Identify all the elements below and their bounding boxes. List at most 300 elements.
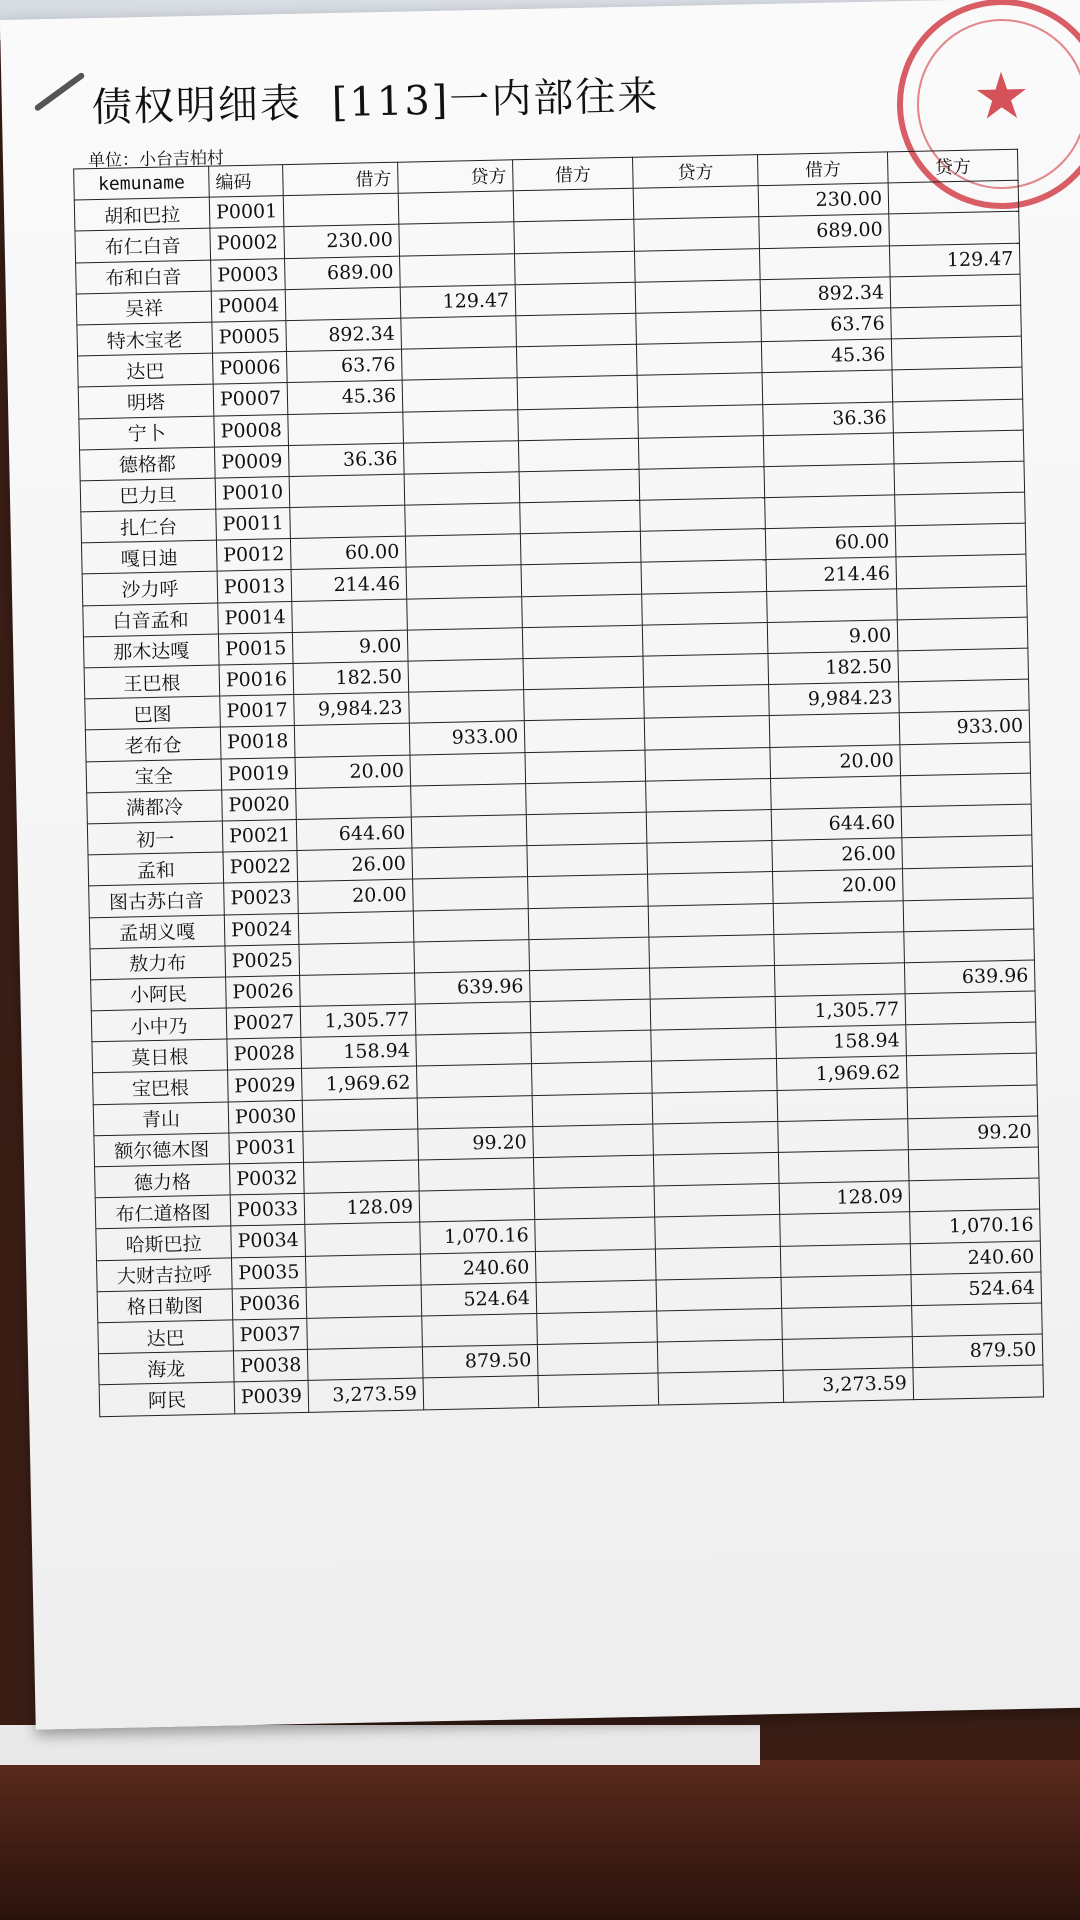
- cell-debit: 892.34: [286, 318, 402, 352]
- cell-debit: [290, 505, 406, 539]
- cell-end-debit: [767, 588, 898, 622]
- cell-debit: [307, 1316, 423, 1350]
- cell-end-debit: [774, 931, 905, 965]
- cell-empty: [656, 1246, 782, 1280]
- cell-empty: [517, 344, 638, 378]
- cell-end-debit: 26.00: [772, 838, 903, 872]
- cell-end-debit: [764, 464, 895, 498]
- cell-end-credit: [901, 773, 1032, 807]
- cell-empty: [649, 934, 775, 968]
- cell-credit: [407, 596, 523, 630]
- cell-name: 沙力呼: [82, 572, 218, 606]
- cell-debit: [285, 287, 401, 321]
- cell-end-credit: [907, 1053, 1038, 1087]
- cell-end-debit: 3,273.59: [783, 1368, 914, 1402]
- page-title: [91, 64, 660, 133]
- cell-credit: [417, 1064, 533, 1098]
- cell-empty: [655, 1215, 781, 1249]
- cell-debit: 3,273.59: [308, 1378, 424, 1412]
- cell-end-debit: [779, 1150, 910, 1184]
- cell-name: 老布仓: [85, 727, 221, 761]
- cell-empty: [644, 716, 770, 750]
- cell-empty: [517, 376, 638, 410]
- header-credit-3: 贷方: [888, 149, 1019, 183]
- cell-code: P0026: [226, 975, 301, 1008]
- cell-empty: [519, 438, 640, 472]
- cell-empty: [650, 997, 776, 1031]
- cell-code: P0009: [214, 445, 289, 478]
- cell-end-debit: [780, 1212, 911, 1246]
- paper-stack-edge: [0, 1725, 760, 1765]
- cell-end-credit: [895, 523, 1026, 557]
- cell-name: 小阿民: [91, 977, 227, 1011]
- cell-name: 德力格: [95, 1164, 231, 1198]
- cell-credit: [402, 378, 518, 412]
- cell-end-debit: 230.00: [758, 183, 889, 217]
- cell-code: P0017: [220, 695, 295, 728]
- cell-end-debit: [771, 776, 902, 810]
- cell-empty: [639, 466, 765, 500]
- cell-end-credit: [891, 305, 1022, 339]
- cell-name: 小中乃: [91, 1008, 227, 1042]
- cell-end-credit: [890, 274, 1021, 308]
- cell-name: 布仁道格图: [95, 1195, 231, 1229]
- cell-credit: [415, 1002, 531, 1036]
- cell-empty: [530, 968, 651, 1002]
- cell-empty: [639, 435, 765, 469]
- cell-end-credit: 1,070.16: [910, 1209, 1041, 1243]
- cell-name: 孟和: [88, 852, 224, 886]
- cell-empty: [640, 529, 766, 563]
- cell-credit: [404, 472, 520, 506]
- cell-empty: [513, 188, 634, 222]
- cell-credit: [422, 1313, 538, 1347]
- cell-debit: [299, 942, 415, 976]
- cell-credit: [408, 659, 524, 693]
- cell-debit: [289, 474, 405, 508]
- cell-code: P0035: [231, 1256, 306, 1289]
- cell-credit: [408, 628, 524, 662]
- cell-code: P0034: [231, 1225, 306, 1258]
- cell-name: 宁卜: [79, 416, 215, 450]
- cell-code: P0033: [230, 1194, 305, 1227]
- cell-end-credit: [906, 1022, 1037, 1056]
- cell-end-debit: [765, 495, 896, 529]
- cell-credit: [413, 877, 529, 911]
- cell-credit: [398, 191, 514, 225]
- cell-debit: 128.09: [304, 1191, 420, 1225]
- cell-code: P0001: [209, 196, 284, 229]
- cell-empty: [633, 186, 759, 220]
- cell-end-debit: [780, 1243, 911, 1277]
- cell-end-debit: [760, 245, 891, 279]
- cell-code: P0028: [227, 1038, 302, 1071]
- cell-end-credit: [913, 1365, 1044, 1399]
- cell-debit: [294, 723, 410, 757]
- cell-empty: [640, 498, 766, 532]
- cell-empty: [656, 1277, 782, 1311]
- cell-name: 大财吉拉呼: [96, 1257, 232, 1291]
- title-main: 债权明细表: [91, 80, 303, 132]
- header-credit: 贷方: [398, 160, 514, 194]
- cell-credit: [406, 565, 522, 599]
- cell-empty: [523, 656, 644, 690]
- cell-end-debit: 20.00: [773, 869, 904, 903]
- cell-empty: [534, 1155, 655, 1189]
- cell-name: 宝全: [86, 759, 222, 793]
- cell-debit: 214.46: [291, 568, 407, 602]
- cell-end-credit: [904, 929, 1035, 963]
- cell-end-credit: [894, 461, 1025, 495]
- cell-end-credit: [908, 1147, 1039, 1181]
- cell-debit: 1,305.77: [300, 1004, 416, 1038]
- cell-code: P0003: [211, 258, 286, 291]
- cell-credit: [409, 690, 525, 724]
- cell-end-debit: [777, 1087, 908, 1121]
- cell-end-credit: [892, 367, 1023, 401]
- cell-empty: [537, 1311, 658, 1345]
- cell-end-debit: 689.00: [759, 214, 890, 248]
- cell-debit: [283, 193, 399, 227]
- cell-code: P0016: [219, 664, 294, 697]
- cell-credit: [416, 1033, 532, 1067]
- cell-name: 海龙: [98, 1351, 234, 1385]
- cell-code: P0004: [211, 289, 286, 322]
- cell-name: 阿民: [99, 1382, 235, 1416]
- cell-empty: [533, 1124, 654, 1158]
- cell-name: 宝巴根: [93, 1070, 229, 1104]
- cell-debit: [292, 599, 408, 633]
- cell-credit: [411, 783, 527, 817]
- cell-code: P0029: [228, 1069, 303, 1102]
- cell-name: 白音孟和: [83, 603, 219, 637]
- pen-mark: [34, 72, 86, 112]
- cell-credit: [400, 253, 516, 287]
- cell-end-debit: 60.00: [765, 526, 896, 560]
- cell-empty: [534, 1186, 655, 1220]
- cell-credit: [413, 908, 529, 942]
- cell-end-credit: 639.96: [905, 960, 1036, 994]
- cell-credit: 879.50: [423, 1345, 539, 1379]
- cell-code: P0025: [225, 944, 300, 977]
- cell-code: P0024: [224, 913, 299, 946]
- cell-empty: [652, 1059, 778, 1093]
- cell-end-debit: 644.60: [771, 807, 902, 841]
- cell-empty: [520, 500, 641, 534]
- cell-end-debit: 128.09: [779, 1181, 910, 1215]
- cell-credit: [403, 409, 519, 443]
- header-credit-2: 贷方: [633, 155, 759, 189]
- cell-name: 巴力旦: [80, 478, 216, 512]
- cell-empty: [518, 407, 639, 441]
- cell-empty: [654, 1152, 780, 1186]
- cell-empty: [654, 1184, 780, 1218]
- cell-name: 布和白音: [76, 260, 212, 294]
- cell-debit: 20.00: [295, 755, 411, 789]
- cell-empty: [521, 531, 642, 565]
- cell-end-credit: 879.50: [912, 1334, 1043, 1368]
- cell-end-credit: [895, 492, 1026, 526]
- cell-name: 巴图: [85, 696, 221, 730]
- cell-name: 那木达嘎: [83, 634, 219, 668]
- cell-end-credit: [900, 742, 1031, 776]
- cell-end-credit: 129.47: [890, 243, 1021, 277]
- cell-debit: [306, 1254, 422, 1288]
- cell-empty: [538, 1373, 659, 1407]
- cell-end-credit: [893, 399, 1024, 433]
- cell-empty: [529, 937, 650, 971]
- cell-debit: 9.00: [293, 630, 409, 664]
- cell-debit: 689.00: [285, 256, 401, 290]
- cell-credit: [406, 534, 522, 568]
- header-debit-3: 借方: [758, 152, 889, 186]
- cell-empty: [634, 217, 760, 251]
- cell-end-debit: [778, 1119, 909, 1153]
- cell-empty: [657, 1340, 783, 1374]
- cell-end-credit: [898, 648, 1029, 682]
- cell-empty: [644, 685, 770, 719]
- cell-code: P0011: [216, 508, 291, 541]
- cell-empty: [637, 373, 763, 407]
- cell-empty: [515, 282, 636, 316]
- cell-name: 吴祥: [76, 291, 212, 325]
- cell-debit: 158.94: [301, 1035, 417, 1069]
- cell-credit: 99.20: [418, 1126, 534, 1160]
- cell-end-credit: [901, 804, 1032, 838]
- cell-empty: [538, 1342, 659, 1376]
- cell-end-debit: 36.36: [763, 401, 894, 435]
- cell-empty: [531, 1030, 652, 1064]
- cell-credit: [423, 1376, 539, 1410]
- cell-debit: 36.36: [289, 443, 405, 477]
- cell-empty: [643, 654, 769, 688]
- cell-debit: 60.00: [291, 536, 407, 570]
- cell-empty: [515, 251, 636, 285]
- cell-credit: [401, 316, 517, 350]
- cell-empty: [527, 843, 648, 877]
- cell-end-debit: [764, 433, 895, 467]
- cell-empty: [645, 747, 771, 781]
- wooden-table: [0, 1760, 1080, 1920]
- cell-debit: 9,984.23: [294, 692, 410, 726]
- cell-credit: [414, 939, 530, 973]
- cell-name: 德格都: [80, 447, 216, 481]
- cell-credit: [399, 222, 515, 256]
- cell-end-debit: 182.50: [768, 651, 899, 685]
- cell-empty: [642, 622, 768, 656]
- cell-empty: [658, 1371, 784, 1405]
- cell-end-debit: [769, 713, 900, 747]
- cell-empty: [526, 781, 647, 815]
- cell-end-debit: 158.94: [776, 1025, 907, 1059]
- cell-debit: 20.00: [298, 879, 414, 913]
- cell-end-debit: [781, 1274, 912, 1308]
- cell-empty: [646, 778, 772, 812]
- cell-credit: [411, 815, 527, 849]
- seal-star-icon: ★: [972, 59, 1031, 135]
- cell-debit: [308, 1347, 424, 1381]
- cell-empty: [522, 594, 643, 628]
- cell-name: 格日勒图: [97, 1289, 233, 1323]
- cell-empty: [653, 1121, 779, 1155]
- cell-credit: 524.64: [421, 1282, 537, 1316]
- cell-code: P0007: [213, 383, 288, 416]
- cell-code: P0018: [220, 726, 295, 759]
- cell-end-credit: [903, 866, 1034, 900]
- unit-label: 单位：小台吉柏村: [87, 148, 225, 172]
- cell-empty: [635, 279, 761, 313]
- cell-end-credit: [912, 1303, 1043, 1337]
- cell-debit: [302, 1098, 418, 1132]
- cell-empty: [651, 1028, 777, 1062]
- cell-debit: [298, 911, 414, 945]
- cell-code: P0031: [229, 1131, 304, 1164]
- cell-debit: [303, 1129, 419, 1163]
- cell-name: 青山: [93, 1102, 229, 1136]
- cell-name: 图古苏白音: [89, 883, 225, 917]
- cell-end-debit: 1,969.62: [777, 1056, 908, 1090]
- cell-empty: [530, 999, 651, 1033]
- cell-empty: [652, 1090, 778, 1124]
- cell-credit: [405, 503, 521, 537]
- cell-empty: [648, 903, 774, 937]
- cell-name: 哈斯巴拉: [96, 1226, 232, 1260]
- cell-end-credit: [902, 835, 1033, 869]
- cell-empty: [521, 563, 642, 597]
- cell-end-debit: [775, 963, 906, 997]
- cell-empty: [641, 560, 767, 594]
- cell-code: P0039: [234, 1381, 309, 1414]
- cell-empty: [635, 248, 761, 282]
- cell-end-credit: [907, 1085, 1038, 1119]
- cell-end-debit: 45.36: [762, 339, 893, 373]
- cell-code: P0019: [221, 757, 296, 790]
- cell-credit: [404, 440, 520, 474]
- cell-empty: [646, 809, 772, 843]
- cell-empty: [637, 342, 763, 376]
- cell-code: P0008: [214, 414, 289, 447]
- cell-end-credit: [897, 617, 1028, 651]
- cell-end-credit: [905, 991, 1036, 1025]
- cell-name: 嘎日迪: [81, 540, 217, 574]
- cell-end-credit: [909, 1178, 1040, 1212]
- cell-debit: [300, 973, 416, 1007]
- cell-empty: [536, 1280, 657, 1314]
- title-code: [113]一内部往来: [331, 73, 660, 127]
- cell-code: P0036: [232, 1287, 307, 1320]
- cell-code: P0030: [228, 1100, 303, 1133]
- cell-code: P0005: [212, 321, 287, 354]
- cell-code: P0027: [226, 1006, 301, 1039]
- ledger-table: [73, 149, 1044, 1417]
- cell-end-debit: 1,305.77: [775, 994, 906, 1028]
- cell-empty: [524, 719, 645, 753]
- cell-name: 特木宝老: [77, 322, 213, 356]
- cell-credit: 639.96: [415, 970, 531, 1004]
- cell-credit: 933.00: [409, 721, 525, 755]
- cell-empty: [514, 220, 635, 254]
- cell-name: 初一: [87, 821, 223, 855]
- cell-name: 胡和巴拉: [74, 197, 210, 231]
- cell-end-debit: 9.00: [767, 620, 898, 654]
- cell-empty: [532, 1093, 653, 1127]
- cell-end-debit: 20.00: [770, 744, 901, 778]
- cell-credit: 1,070.16: [420, 1220, 536, 1254]
- cell-code: P0015: [218, 632, 293, 665]
- cell-end-credit: 524.64: [911, 1272, 1042, 1306]
- cell-debit: 644.60: [296, 817, 412, 851]
- cell-empty: [522, 625, 643, 659]
- cell-debit: [306, 1285, 422, 1319]
- cell-empty: [532, 1062, 653, 1096]
- cell-credit: [410, 752, 526, 786]
- cell-debit: [305, 1222, 421, 1256]
- cell-debit: 230.00: [284, 225, 400, 259]
- cell-empty: [647, 841, 773, 875]
- cell-debit: 182.50: [293, 661, 409, 695]
- cell-empty: [650, 965, 776, 999]
- cell-debit: 1,969.62: [302, 1066, 418, 1100]
- cell-name: 明塔: [78, 384, 214, 418]
- cell-credit: 129.47: [400, 285, 516, 319]
- cell-end-credit: [899, 679, 1030, 713]
- cell-end-debit: 892.34: [760, 277, 891, 311]
- cell-name: 王巴根: [84, 665, 220, 699]
- cell-empty: [536, 1249, 657, 1283]
- cell-name: 扎仁台: [81, 509, 217, 543]
- cell-end-debit: [782, 1337, 913, 1371]
- cell-name: 布仁白音: [75, 229, 211, 263]
- cell-empty: [516, 313, 637, 347]
- header-debit-2: 借方: [513, 157, 634, 191]
- cell-end-credit: [893, 430, 1024, 464]
- cell-debit: [296, 786, 412, 820]
- cell-debit: [288, 412, 404, 446]
- cell-credit: [412, 846, 528, 880]
- ledger-body: [74, 180, 1043, 1416]
- cell-empty: [526, 812, 647, 846]
- cell-code: P0022: [223, 851, 298, 884]
- cell-credit: [417, 1095, 533, 1129]
- cell-end-credit: [889, 212, 1020, 246]
- cell-end-credit: [888, 180, 1019, 214]
- cell-empty: [642, 591, 768, 625]
- cell-name: 额尔德木图: [94, 1133, 230, 1167]
- cell-end-credit: [892, 336, 1023, 370]
- cell-code: P0013: [217, 570, 292, 603]
- cell-credit: [419, 1158, 535, 1192]
- cell-end-debit: 9,984.23: [769, 682, 900, 716]
- cell-code: P0020: [222, 788, 297, 821]
- cell-code: P0023: [224, 882, 299, 915]
- cell-code: P0012: [216, 539, 291, 572]
- cell-end-credit: 99.20: [908, 1116, 1039, 1150]
- cell-debit: 45.36: [287, 380, 403, 414]
- cell-end-credit: [897, 586, 1028, 620]
- cell-end-credit: [896, 555, 1027, 589]
- cell-name: 敖力布: [90, 946, 226, 980]
- cell-end-credit: 240.60: [910, 1241, 1041, 1275]
- cell-code: P0002: [210, 227, 285, 260]
- cell-empty: [648, 872, 774, 906]
- cell-empty: [519, 469, 640, 503]
- cell-empty: [657, 1308, 783, 1342]
- cell-empty: [638, 404, 764, 438]
- cell-empty: [524, 687, 645, 721]
- cell-code: P0006: [213, 352, 288, 385]
- cell-empty: [636, 311, 762, 345]
- cell-code: P0010: [215, 476, 290, 509]
